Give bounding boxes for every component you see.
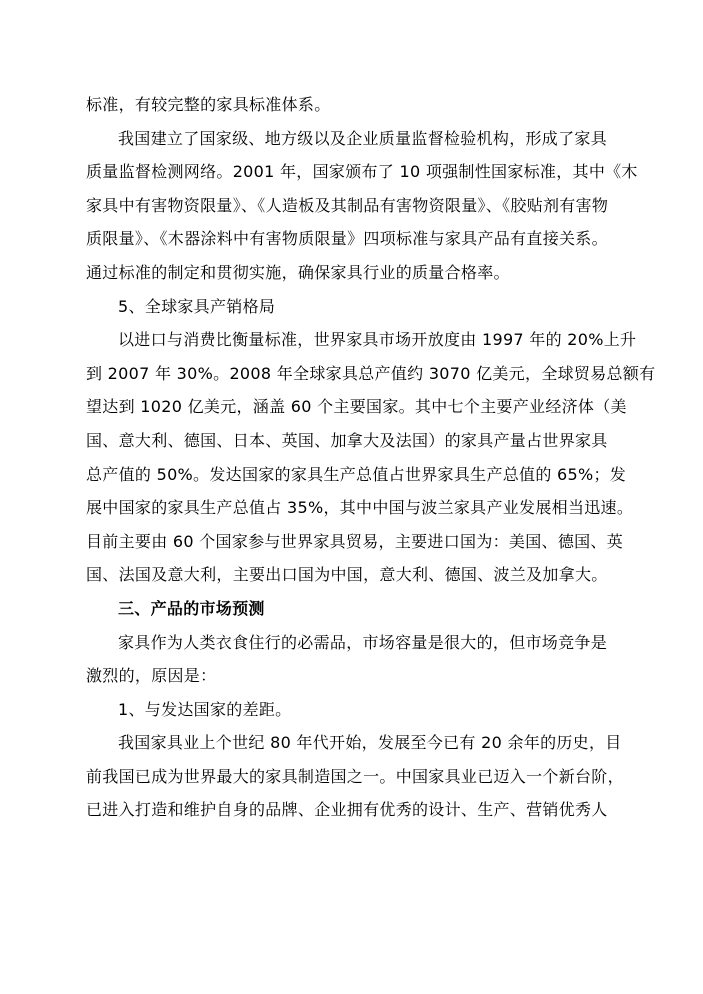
text-line: 我国建立了国家级、地方级以及企业质量监督检验机构，形成了家具 — [118, 128, 608, 148]
text-line: 前我国已成为世界最大的家具制造国之一。中国家具业已迈入一个新台阶， — [86, 766, 624, 786]
text-line: 到 2007 年 30%。2008 年全球家具总产值约 3070 亿美元，全球贸易总额有 — [86, 363, 656, 383]
text-line: 目前主要由 60 个国家参与世界家具贸易，主要进口国为：美国、德国、英 — [86, 531, 624, 551]
text-line: 5、全球家具产销格局 — [118, 296, 276, 316]
text-line: 国、意大利、德国、日本、英国、加拿大及法国）的家具产量占世界家具 — [86, 430, 608, 450]
text-line: 1、与发达国家的差距。 — [118, 699, 292, 719]
text-line: 家具中有害物资限量》、《人造板及其制品有害物资限量》、《胶贴剂有害物 — [86, 195, 609, 215]
text-line: 以进口与消费比衡量标准，世界家具市场开放度由 1997 年的 20%上升 — [118, 330, 637, 350]
text-line: 通过标准的制定和贯彻实施，确保家具行业的质量合格率。 — [86, 262, 510, 282]
body-text — [86, 88, 656, 827]
text-line: 我国家具业上个世纪 80 年代开始，发展至今已有 20 余年的历史，目 — [118, 733, 622, 753]
text-line: 总产值的 50%。发达国家的家具生产总值占世界家具生产总值的 65%；发 — [86, 464, 627, 484]
text-line: 质量监督检测网络。2001 年，国家颁布了 10 项强制性国家标准，其中《木 — [86, 162, 638, 182]
text-line: 展中国家的家具生产总值占 35%，其中中国与波兰家具产业发展相当迅速。 — [86, 498, 634, 518]
text-line: 已进入打造和维护自身的品牌、企业拥有优秀的设计、生产、营销优秀人 — [86, 800, 608, 820]
text-line: 国、法国及意大利，主要出口国为中国，意大利、德国、波兰及加拿大。 — [86, 565, 608, 585]
text-line: 质限量》、《木器涂料中有害物质限量》四项标准与家具产品有直接关系。 — [86, 229, 608, 249]
section-heading: 三、产品的市场预测 — [118, 598, 265, 618]
text-line: 望达到 1020 亿美元，涵盖 60 个主要国家。其中七个主要产业经济体（美 — [86, 397, 627, 417]
text-line: 家具作为人类衣食住行的必需品，市场容量是很大的，但市场竞争是 — [118, 632, 608, 652]
text-line: 标准，有较完整的家具标准体系。 — [86, 95, 331, 114]
text-line: 激烈的，原因是： — [86, 666, 217, 686]
